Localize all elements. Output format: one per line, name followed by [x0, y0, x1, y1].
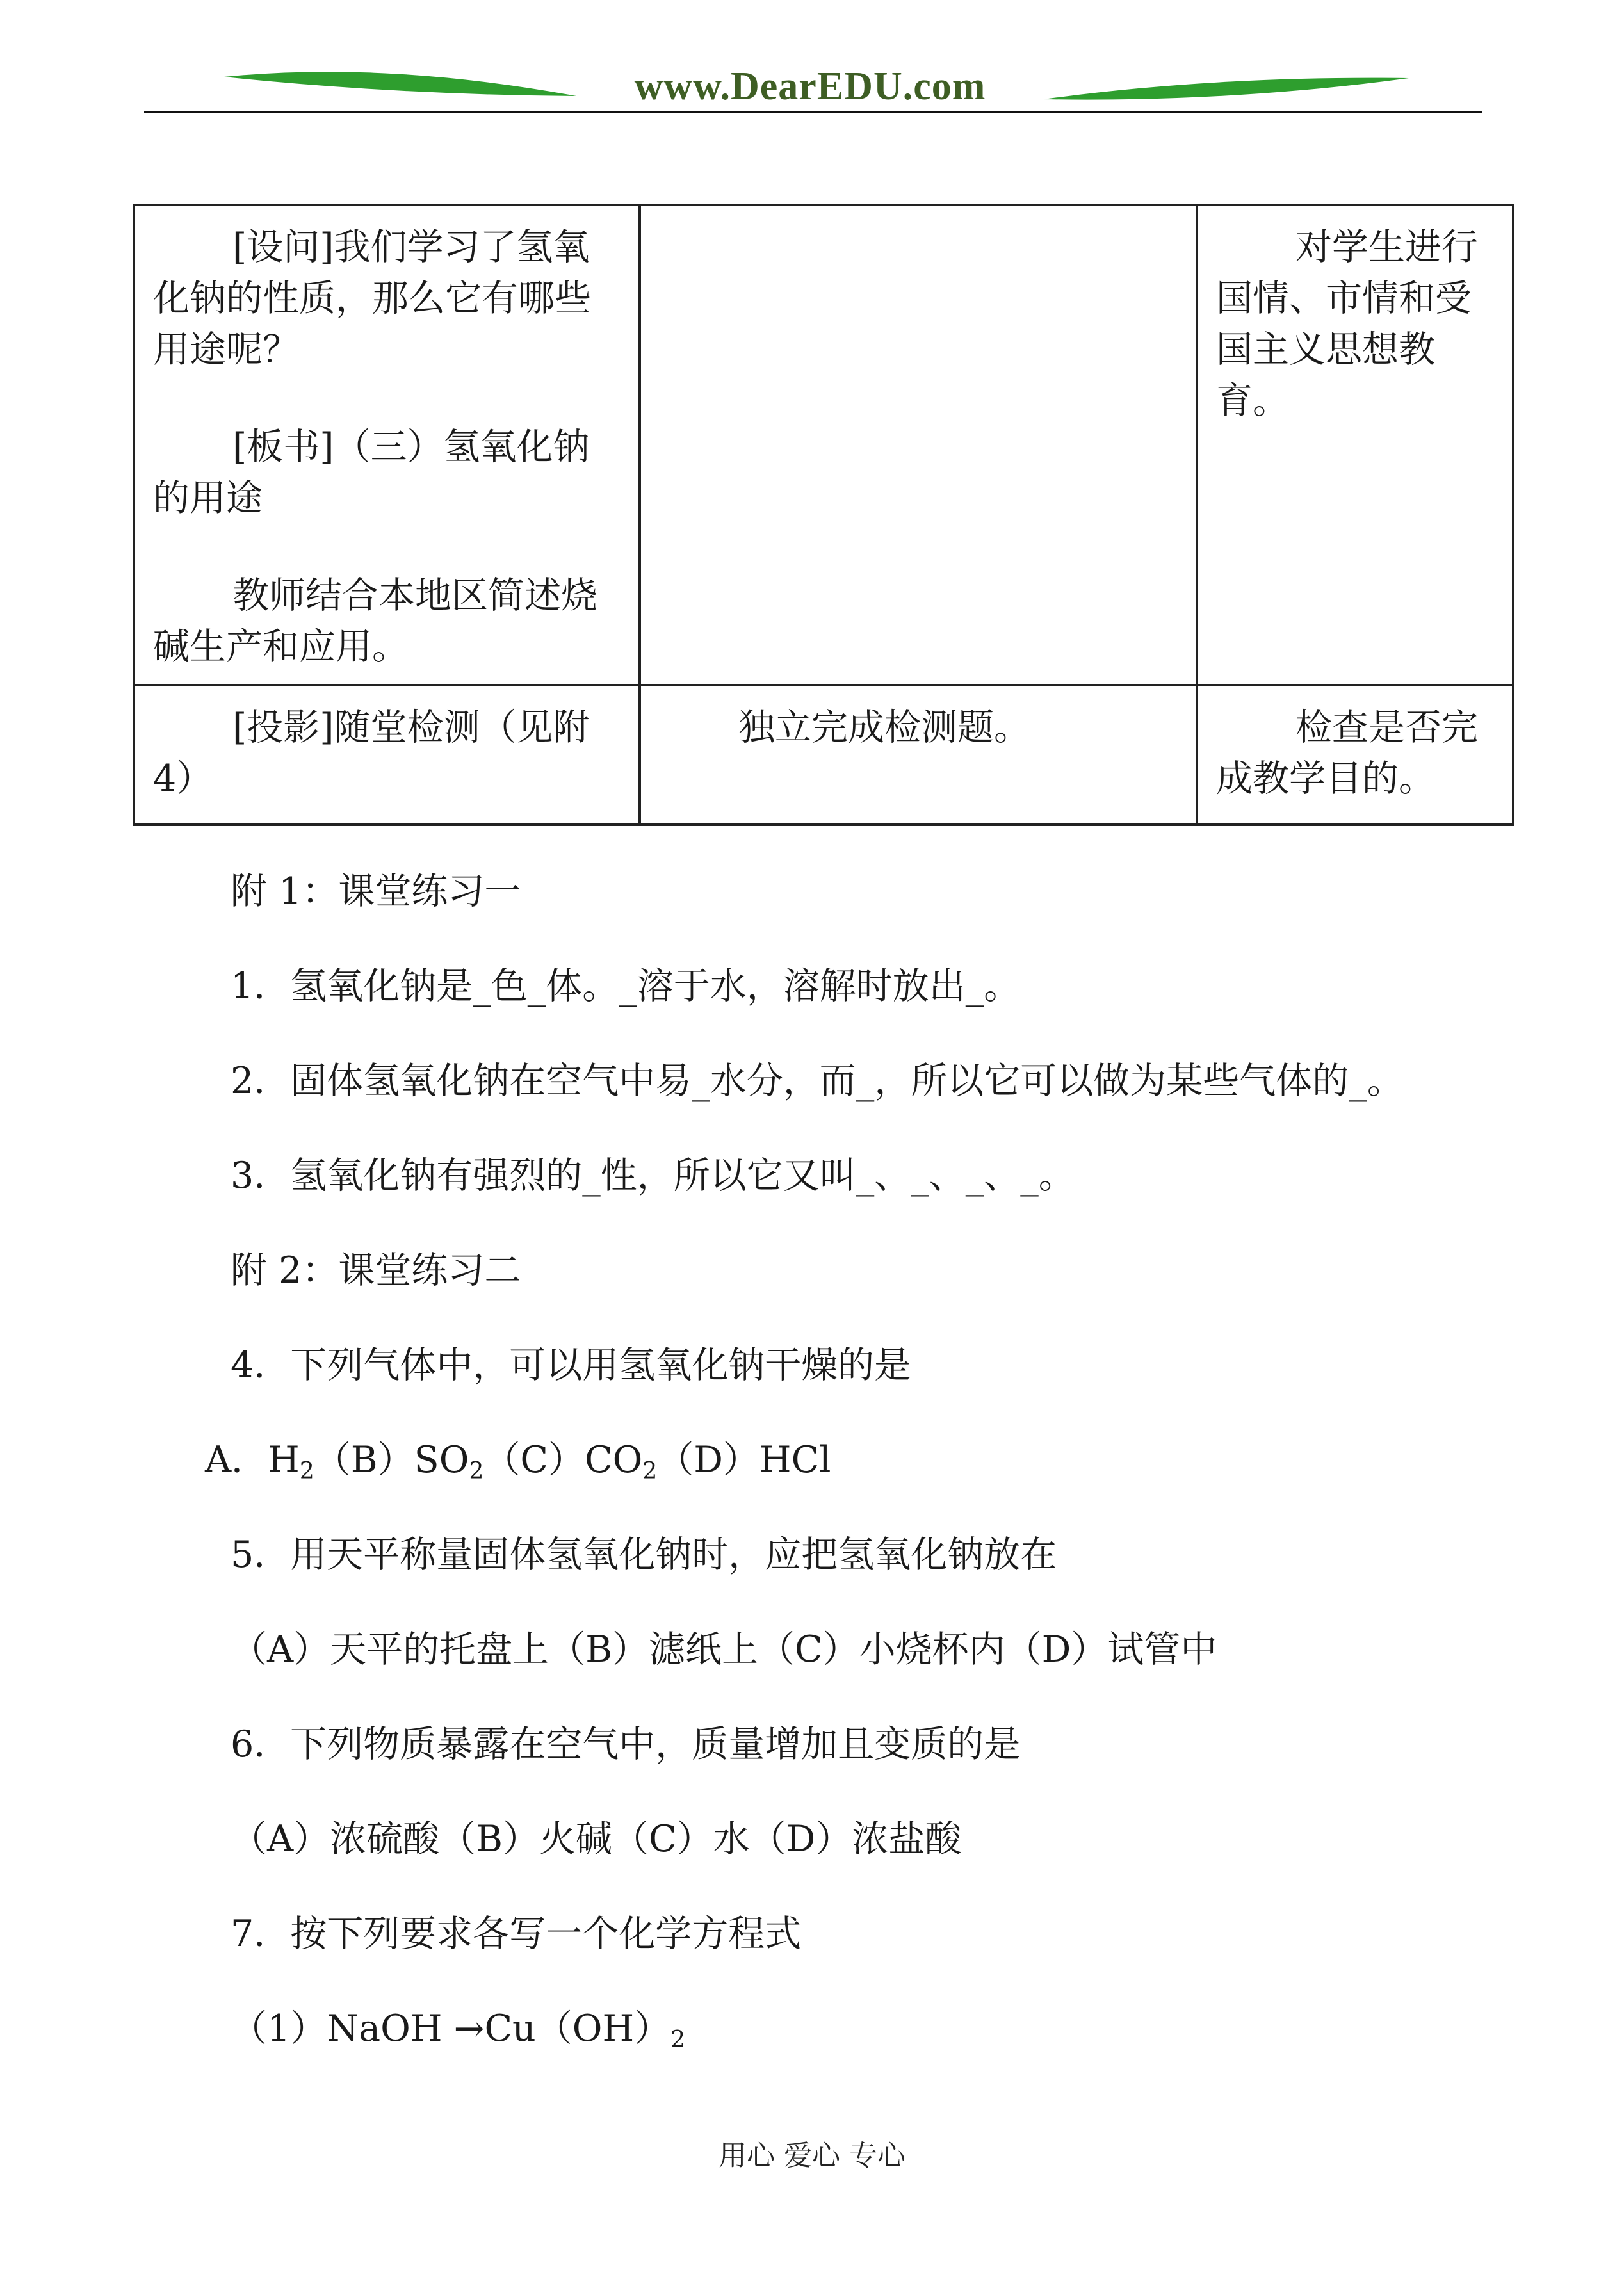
question-7-item-1 — [231, 2003, 685, 2066]
appendix-2-title: 附 2：课堂练习二 — [231, 1249, 521, 1292]
table-row — [134, 685, 1513, 825]
question-6: 6．下列物质暴露在空气中，质量增加且变质的是 — [231, 1723, 1021, 1765]
student-activity-cell — [640, 685, 1197, 825]
option-a: A．H — [205, 1439, 300, 1481]
site-logo-text: www.DearEDU.com — [634, 65, 986, 108]
subscript: 2 — [469, 1458, 484, 1484]
lesson-plan-table — [133, 204, 1514, 826]
cell-paragraph: [投影]随堂检测（见附4） — [153, 706, 590, 800]
right-swoosh — [1044, 78, 1409, 100]
subscript: 2 — [670, 2027, 686, 2053]
option-d: （D）HCl — [657, 1439, 831, 1481]
header-banner — [0, 0, 1624, 128]
question-2: 2．固体氢氧化钠在空气中易_水分，而_，所以它可以做为某些气体的_。 — [231, 1060, 1404, 1102]
question-5: 5．用天平称量固体氢氧化钠时，应把氢氧化钠放在 — [231, 1534, 1057, 1576]
page-footer: 用心 爱心 专心 — [719, 2139, 905, 2172]
subscript: 2 — [299, 1458, 314, 1484]
question-6-options: （A）浓硫酸（B）火碱（C）水（D）浓盐酸 — [231, 1818, 962, 1860]
equation-text: （1）NaOH →Cu（OH） — [231, 2007, 671, 2050]
cell-paragraph: 教师结合本地区简述烧碱生产和应用。 — [153, 574, 597, 668]
cell-paragraph: 对学生进行国情、市情和受国主义思想教育。 — [1216, 226, 1478, 422]
question-3: 3．氢氧化钠有强烈的_性，所以它又叫_、_、_、_。 — [231, 1155, 1075, 1197]
question-5-options: （A）天平的托盘上（B）滤纸上（C）小烧杯内（D）试管中 — [231, 1628, 1217, 1671]
student-activity-cell — [640, 205, 1197, 685]
header-rule — [144, 111, 1482, 113]
option-b: （B）SO — [314, 1439, 469, 1481]
teacher-activity-cell — [134, 205, 640, 685]
question-4-options — [205, 1434, 831, 1497]
table-row — [134, 205, 1513, 685]
cell-paragraph: [板书]（三）氢氧化钠的用途 — [153, 426, 590, 519]
question-1: 1．氢氧化钠是_色_体。_溶于水，溶解时放出_。 — [231, 965, 1021, 1007]
question-7: 7．按下列要求各写一个化学方程式 — [231, 1913, 802, 1955]
option-c: （C）CO — [483, 1439, 643, 1481]
purpose-cell — [1197, 205, 1513, 685]
cell-paragraph: 检查是否完成教学目的。 — [1216, 706, 1478, 800]
cell-paragraph: 独立完成检测题。 — [738, 706, 1030, 749]
cell-paragraph: [设问]我们学习了氢氧化钠的性质，那么它有哪些用途呢？ — [153, 226, 591, 371]
left-swoosh — [224, 72, 576, 96]
teacher-activity-cell — [134, 685, 640, 825]
purpose-cell — [1197, 685, 1513, 825]
question-4: 4．下列气体中，可以用氢氧化钠干燥的是 — [231, 1344, 911, 1386]
subscript: 2 — [642, 1458, 658, 1484]
appendix-1-title: 附 1：课堂练习一 — [231, 870, 521, 912]
